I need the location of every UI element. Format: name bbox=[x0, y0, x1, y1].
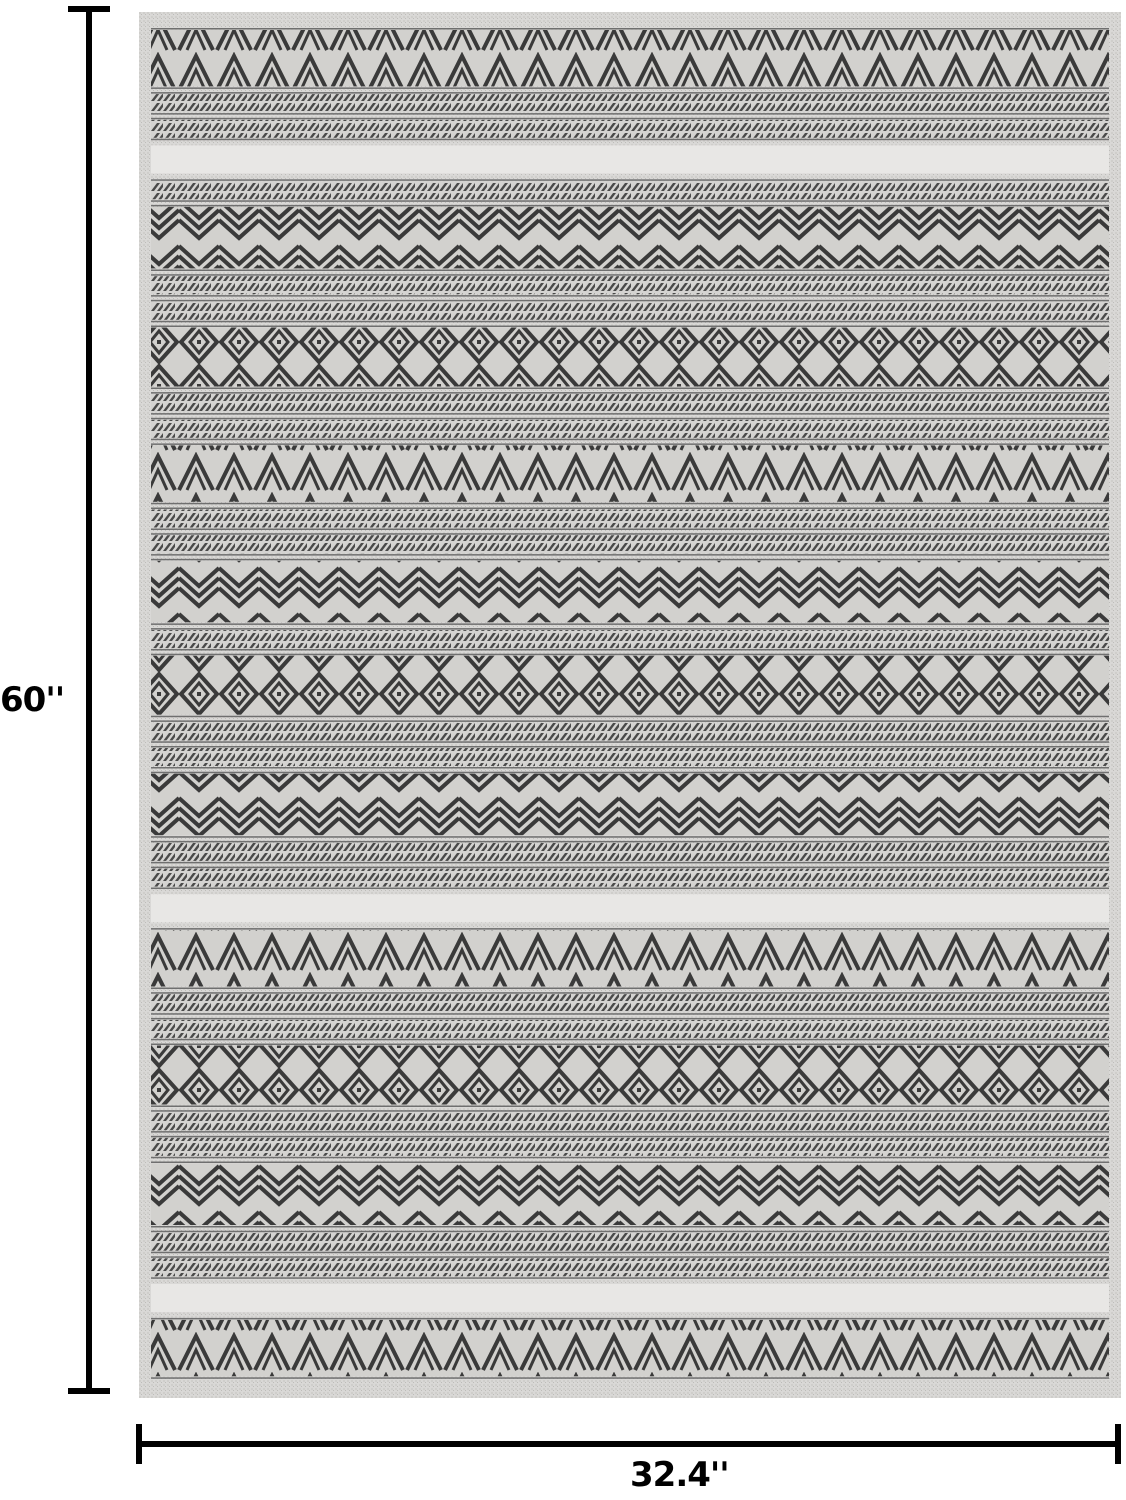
rug-band-border bbox=[151, 992, 1109, 994]
rug-band-border bbox=[151, 767, 1109, 769]
rug-band-border bbox=[151, 28, 1109, 30]
rug-band-rope bbox=[151, 1112, 1109, 1130]
rug-band-border bbox=[151, 200, 1109, 202]
rug-band-border bbox=[151, 392, 1109, 394]
rug-band-chevron bbox=[151, 207, 1109, 269]
rug-band-rope bbox=[151, 994, 1109, 1012]
width-dimension-cap-right bbox=[1115, 1424, 1121, 1464]
rug-band-border bbox=[151, 92, 1109, 94]
rug-band-border bbox=[151, 1162, 1109, 1164]
rug-band-border bbox=[151, 1110, 1109, 1112]
rug-band-border bbox=[151, 274, 1109, 276]
rug-band-diamond bbox=[151, 328, 1109, 387]
rug-band-border bbox=[151, 1377, 1109, 1379]
rug-band-border bbox=[151, 862, 1109, 864]
rug-band-border bbox=[151, 205, 1109, 207]
rug-band-border bbox=[151, 321, 1109, 323]
rug-band-border bbox=[151, 326, 1109, 328]
height-label: 60'' bbox=[0, 680, 65, 720]
rug-band-rope bbox=[151, 748, 1109, 766]
height-dimension-cap-top bbox=[68, 6, 110, 12]
rug-band-rope bbox=[151, 276, 1109, 294]
rug-band-rope bbox=[151, 630, 1109, 648]
rug-band-border bbox=[151, 559, 1109, 561]
rug-band-border bbox=[151, 867, 1109, 869]
rug-band-light bbox=[151, 1284, 1109, 1312]
rug-band-border bbox=[151, 300, 1109, 302]
rug-band-border bbox=[151, 1256, 1109, 1258]
rug-band-border bbox=[151, 654, 1109, 656]
rug-band-triangle bbox=[151, 930, 1109, 986]
rug-band-rope bbox=[151, 722, 1109, 740]
rug-image bbox=[139, 12, 1121, 1398]
rug-band-border bbox=[151, 503, 1109, 505]
rug-band-border bbox=[151, 928, 1109, 930]
rug-band-border bbox=[151, 1231, 1109, 1233]
rug-band-rope bbox=[151, 535, 1109, 553]
rug-band-border bbox=[151, 439, 1109, 441]
rug-band-rope bbox=[151, 394, 1109, 412]
rug-band-border bbox=[151, 772, 1109, 774]
rug-band-triangle bbox=[151, 1320, 1109, 1376]
rug-band-border bbox=[151, 720, 1109, 722]
rug-band-border bbox=[151, 1157, 1109, 1159]
rug-band-border bbox=[151, 1044, 1109, 1046]
rug-band-border bbox=[151, 179, 1109, 181]
rug-band-rope bbox=[151, 181, 1109, 199]
rug-band-border bbox=[151, 388, 1109, 390]
rug-band-border bbox=[151, 1013, 1109, 1015]
rug-band-border bbox=[151, 888, 1109, 890]
rug-band-light bbox=[151, 145, 1109, 173]
rug-band-border bbox=[151, 113, 1109, 115]
rug-band-border bbox=[151, 418, 1109, 420]
rug-band-border bbox=[151, 1226, 1109, 1228]
rug-band-diamond bbox=[151, 1046, 1109, 1105]
rug-band-light bbox=[151, 894, 1109, 922]
rug-band-border bbox=[151, 746, 1109, 748]
rug-band-chevron bbox=[151, 561, 1109, 623]
rug-band-border bbox=[151, 295, 1109, 297]
rug-band-border bbox=[151, 836, 1109, 838]
rug-band-border bbox=[151, 554, 1109, 556]
width-dimension-line bbox=[138, 1441, 1120, 1447]
rug-band-border bbox=[151, 443, 1109, 445]
rug-band-border bbox=[151, 508, 1109, 510]
rug-band-rope bbox=[151, 94, 1109, 112]
rug-band-rope bbox=[151, 302, 1109, 320]
rug-band-chevron bbox=[151, 1164, 1109, 1226]
rug-band-chevron bbox=[151, 774, 1109, 836]
rug-band-border bbox=[151, 649, 1109, 651]
height-dimension-line bbox=[86, 6, 92, 1392]
rug-band-border bbox=[151, 529, 1109, 531]
rug-band-rope bbox=[151, 420, 1109, 438]
rug-band-border bbox=[151, 413, 1109, 415]
rug-band-rope bbox=[151, 510, 1109, 528]
rug-band-border bbox=[151, 1039, 1109, 1041]
rug-band-border bbox=[151, 628, 1109, 630]
rug-band-border bbox=[151, 270, 1109, 272]
width-label: 32.4'' bbox=[630, 1455, 729, 1495]
rug-band-rope bbox=[151, 1138, 1109, 1156]
rug-band-border bbox=[151, 623, 1109, 625]
rug-band-rope bbox=[151, 843, 1109, 861]
rug-band-diamond bbox=[151, 656, 1109, 715]
rug-band-triangle bbox=[151, 445, 1109, 501]
rug-band-rope bbox=[151, 1020, 1109, 1038]
rug-band-border bbox=[151, 1018, 1109, 1020]
rug-band-border bbox=[151, 139, 1109, 141]
rug-band-border bbox=[151, 87, 1109, 89]
rug-band-border bbox=[151, 118, 1109, 120]
rug-band-border bbox=[151, 1106, 1109, 1108]
rug-band-border bbox=[151, 716, 1109, 718]
rug-band-rope bbox=[151, 869, 1109, 887]
rug-band-rope bbox=[151, 120, 1109, 138]
rug-band-border bbox=[151, 1136, 1109, 1138]
height-dimension-cap-bottom bbox=[68, 1388, 110, 1394]
rug-band-border bbox=[151, 1252, 1109, 1254]
rug-band-border bbox=[151, 841, 1109, 843]
rug-band-border bbox=[151, 1318, 1109, 1320]
rug-band-border bbox=[151, 1131, 1109, 1133]
rug-band-border bbox=[151, 988, 1109, 990]
rug-band-rope bbox=[151, 1258, 1109, 1276]
rug-band-rope bbox=[151, 1233, 1109, 1251]
rug-band-border bbox=[151, 1277, 1109, 1279]
rug-band-border bbox=[151, 533, 1109, 535]
rug-band-border bbox=[151, 741, 1109, 743]
rug-band-triangle bbox=[151, 30, 1109, 86]
rug-pattern bbox=[139, 12, 1121, 1398]
width-dimension-cap-left bbox=[136, 1424, 142, 1464]
